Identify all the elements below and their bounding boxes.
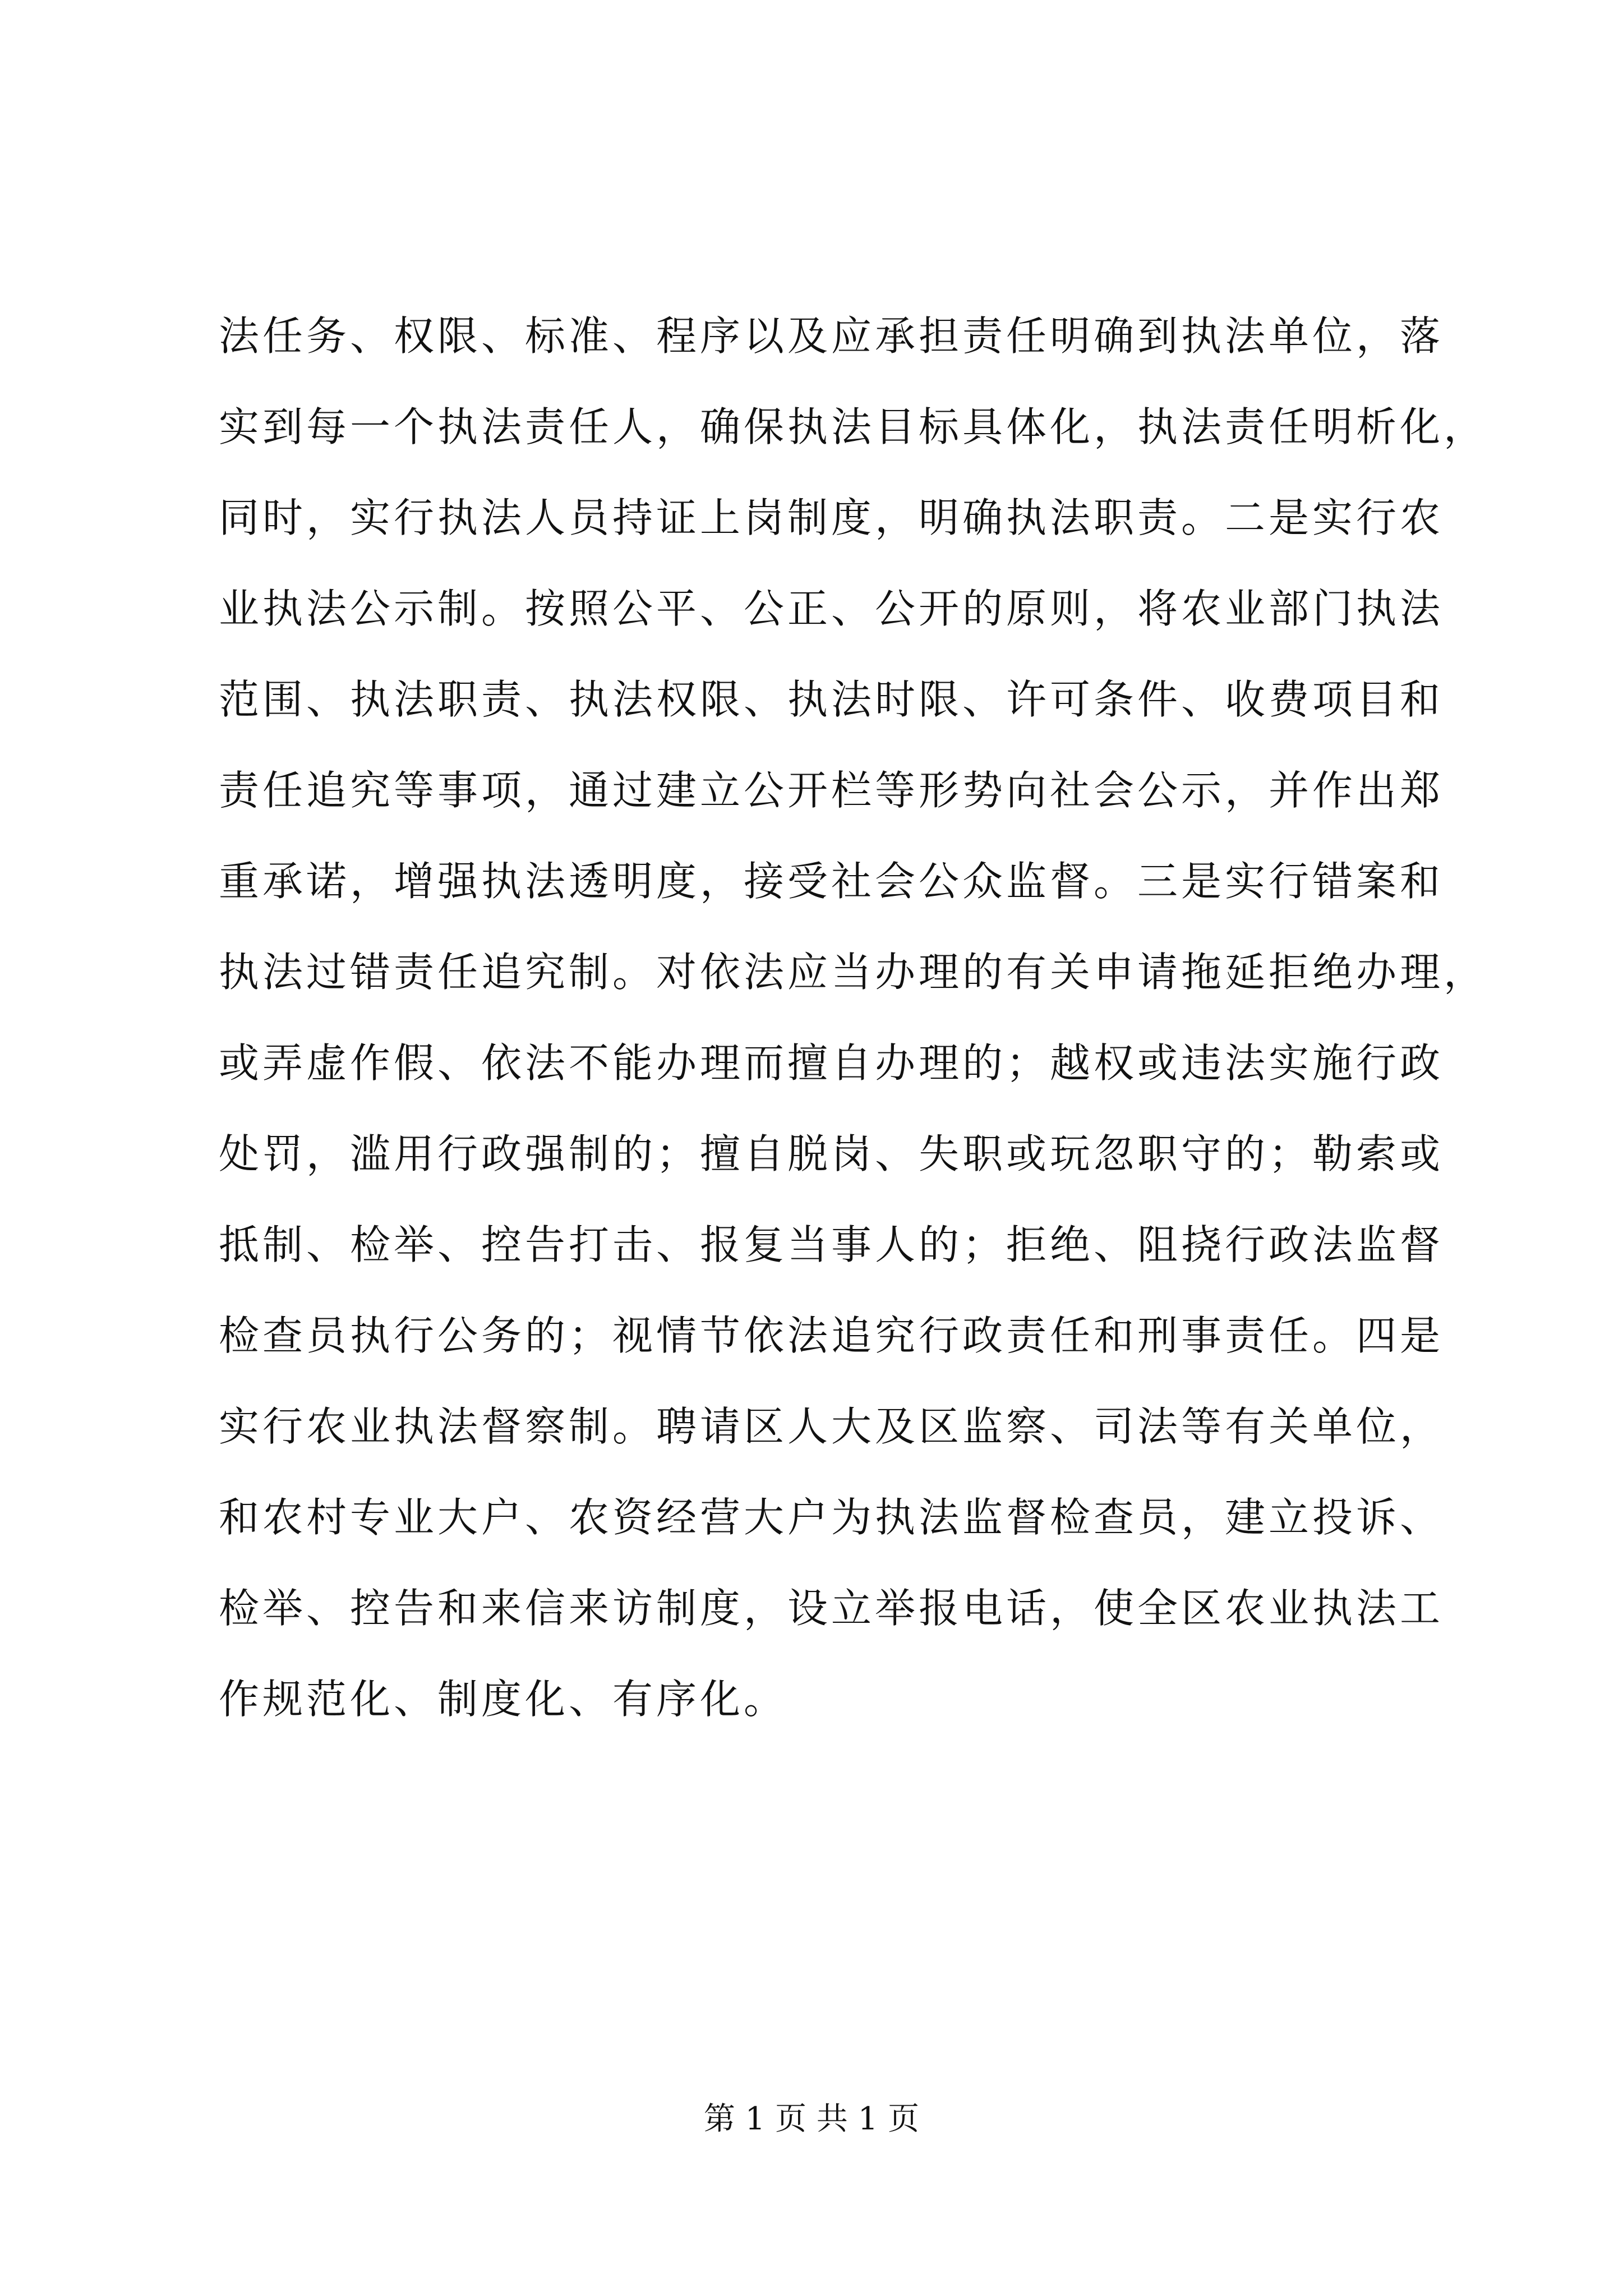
text-line: 同时，实行执法人员持证上岗制度，明确执法职责。二是实行农 bbox=[219, 494, 1444, 541]
text-line: 责任追究等事项，通过建立公开栏等形势向社会公示，并作出郑 bbox=[219, 767, 1444, 814]
text-line: 和农村专业大户、农资经营大户为执法监督检查员，建立投诉、 bbox=[219, 1494, 1444, 1541]
text-line: 执法过错责任追究制。对依法应当办理的有关申请拖延拒绝办理， bbox=[219, 949, 1488, 996]
text-line: 作规范化、制度化、有序化。 bbox=[219, 1676, 788, 1723]
text-line: 抵制、检举、控告打击、报复当事人的；拒绝、阻挠行政法监督 bbox=[219, 1221, 1444, 1268]
text-line: 或弄虚作假、依法不能办理而擅自办理的；越权或违法实施行政 bbox=[219, 1039, 1444, 1087]
body-paragraph bbox=[219, 291, 1488, 1745]
text-line: 范围、执法职责、执法权限、执法时限、许可条件、收费项目和 bbox=[219, 676, 1444, 723]
text-line: 法任务、权限、标准、程序以及应承担责任明确到执法单位，落 bbox=[219, 312, 1444, 360]
text-line: 实到每一个执法责任人，确保执法目标具体化，执法责任明析化， bbox=[219, 403, 1488, 450]
text-line: 业执法公示制。按照公平、公正、公开的原则，将农业部门执法 bbox=[219, 585, 1444, 632]
text-line: 检举、控告和来信来访制度，设立举报电话，使全区农业执法工 bbox=[219, 1585, 1444, 1632]
page-footer: 第 1 页 共 1 页 bbox=[703, 2101, 920, 2137]
text-line: 重承诺，增强执法透明度，接受社会公众监督。三是实行错案和 bbox=[219, 858, 1444, 905]
text-line: 处罚，滥用行政强制的；擅自脱岗、失职或玩忽职守的；勒索或 bbox=[219, 1130, 1444, 1177]
text-line: 检查员执行公务的；视情节依法追究行政责任和刑事责任。四是 bbox=[219, 1312, 1444, 1359]
text-line: 实行农业执法督察制。聘请区人大及区监察、司法等有关单位， bbox=[219, 1403, 1444, 1450]
